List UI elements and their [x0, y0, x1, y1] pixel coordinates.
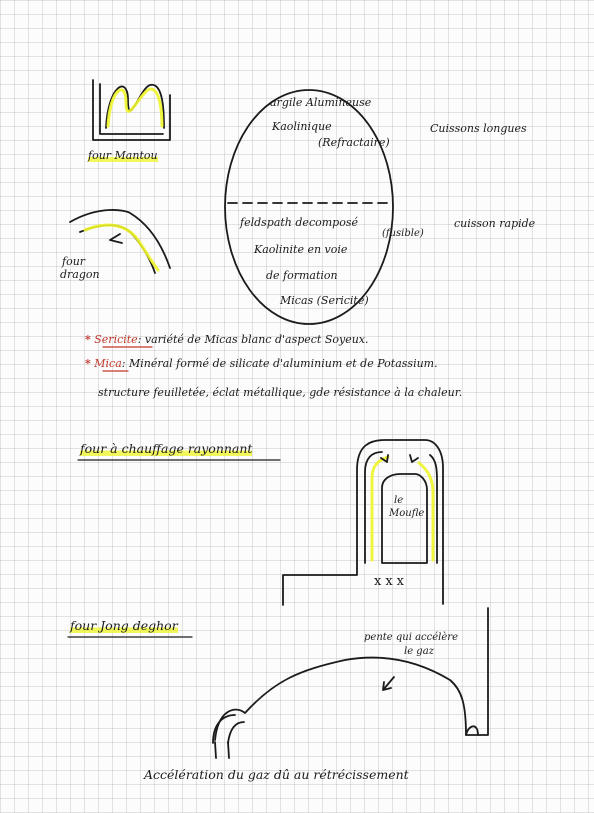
label-four-jungdeghor: four Jong deghor	[70, 618, 178, 633]
label-four-dragon-line1: four	[62, 255, 86, 268]
egg-bottom-line3: de formation	[266, 269, 338, 282]
term-sericite: Sericite	[94, 333, 138, 346]
egg-bottom-fusible: (fusible)	[382, 228, 424, 239]
star-marker: *	[85, 333, 91, 346]
egg-top-line1: argile Alumineuse	[270, 96, 372, 109]
term-mica: Mica	[94, 357, 122, 370]
label-four-dragon-line2: dragon	[60, 268, 100, 281]
muffle-fire-marks: xxx	[374, 574, 408, 589]
definition-sericite	[85, 333, 369, 346]
label-muffle-line2: Moufle	[389, 508, 425, 519]
text-mica: : Minéral formé de silicate d'aluminium et de Potassium.	[121, 357, 438, 370]
note-pente-line1: pente qui accélère	[364, 632, 458, 643]
note-pente-line2: le gaz	[404, 646, 434, 657]
radiant-kiln-sketch	[283, 440, 443, 605]
egg-top-line2: Kaolinique	[272, 120, 332, 133]
star-marker: *	[85, 357, 91, 370]
definition-mica	[85, 357, 438, 370]
egg-note-cuissons-longues: Cuissons longues	[430, 122, 527, 135]
jungdeghor-kiln-sketch	[213, 608, 488, 758]
label-four-mantou: four Mantou	[88, 149, 158, 162]
egg-note-cuisson-rapide: cuisson rapide	[454, 217, 536, 230]
egg-top-line3: (Refractaire)	[318, 136, 390, 149]
label-four-chauffage-rayonnant: four à chauffage rayonnant	[80, 441, 253, 456]
caption-acceleration: Accélération du gaz dû au rétrécissement	[144, 767, 409, 782]
egg-bottom-line2: Kaolinite en voie	[254, 243, 348, 256]
egg-bottom-line1: feldspath decomposé	[240, 216, 358, 229]
definition-mica-line2: structure feuilletée, éclat métallique, gde résistance à la chaleur.	[98, 386, 463, 399]
label-muffle-line1: le	[394, 495, 404, 506]
text-sericite: : variété de Micas blanc d'aspect Soyeux.	[137, 333, 369, 346]
mantou-kiln-sketch	[93, 80, 170, 140]
egg-bottom-line4: Micas (Sericite)	[280, 294, 369, 307]
